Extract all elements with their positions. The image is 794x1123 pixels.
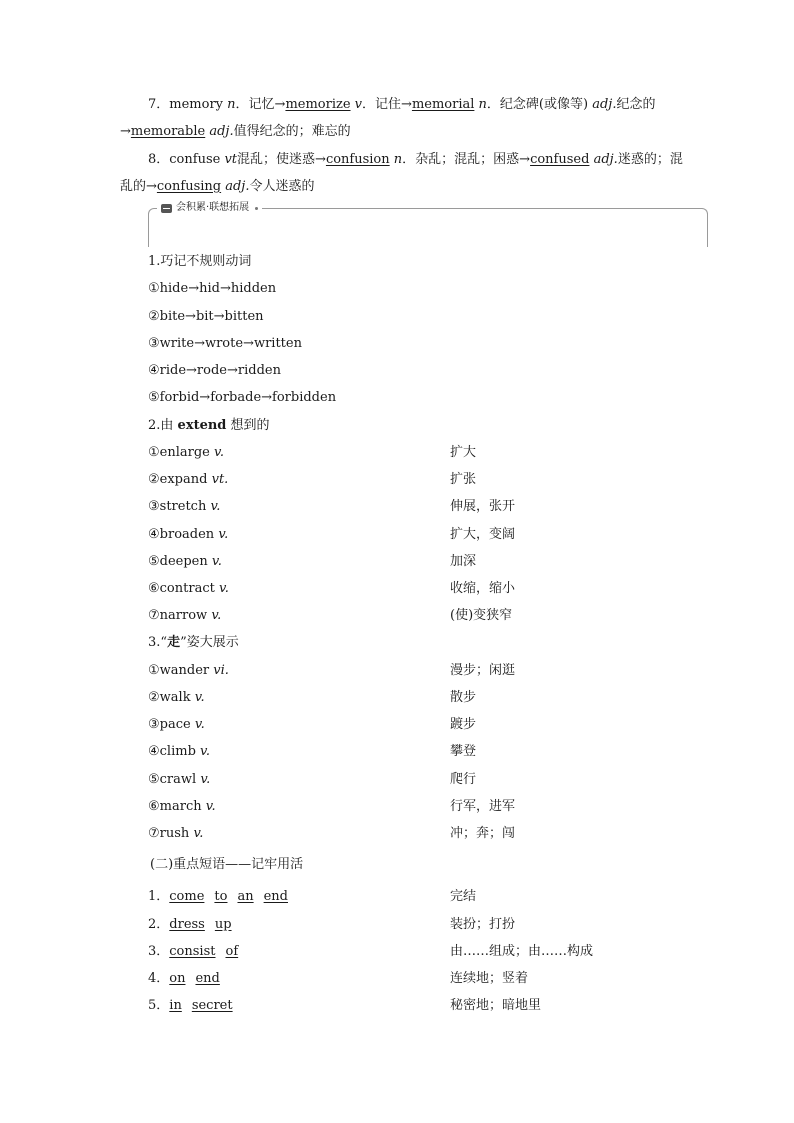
sec2-row-word: ④broaden v. — [148, 527, 229, 542]
phrase-row: 1．come to an end — [148, 889, 288, 904]
phrase-meaning: 连续地；竖着 — [450, 971, 529, 986]
phrase-meaning: 秘密地；暗地里 — [450, 998, 542, 1013]
phrases-heading: (二)重点短语——记牢用活 — [150, 857, 304, 872]
derivative-confusion: confusion — [325, 152, 390, 167]
phrase-meaning: 装扮；打扮 — [450, 917, 516, 932]
sec2-row-meaning: 扩张 — [450, 472, 477, 487]
phrase-meaning: 由……组成；由……构成 — [450, 944, 594, 959]
section-box — [148, 202, 708, 247]
phrase-row: 4．on end — [148, 971, 220, 986]
item-8-line-2: 乱的→confusing adj.令人迷惑的 — [120, 179, 315, 194]
sec3-title: 3.“走”姿大展示 — [148, 635, 239, 650]
derivative-confusing: confusing — [156, 179, 222, 194]
sec3-row-word: ⑥march v. — [148, 799, 216, 814]
section-box-label: 会积累·联想拓展 — [157, 200, 262, 216]
sec2-row-word: ⑥contract v. — [148, 581, 229, 596]
sec1-item: ⑤forbid→forbade→forbidden — [148, 390, 337, 405]
sec2-row-meaning: 收缩，缩小 — [450, 581, 516, 596]
item-7-line-1: 7．memory n．记忆→memorize v．记住→memorial n．纪念碑(或像等) adj.纪念的 — [148, 97, 656, 112]
sec1-title: 1.巧记不规则动词 — [148, 254, 252, 269]
sec3-row-meaning: 漫步；闲逛 — [450, 663, 516, 678]
derivative-confused: confused — [530, 152, 590, 167]
sec3-row-word: ①wander vi. — [148, 663, 229, 678]
sec3-row-word: ②walk v. — [148, 690, 205, 705]
derivative-memorize: memorize — [285, 97, 351, 112]
sec2-row-meaning: (使)变狭窄 — [450, 608, 513, 623]
dot-icon — [255, 207, 258, 210]
sec3-row-word: ⑤crawl v. — [148, 772, 211, 787]
note-icon — [161, 204, 172, 213]
sec3-row-meaning: 行军，进军 — [450, 799, 516, 814]
sec3-row-meaning: 踱步 — [450, 717, 477, 732]
sec3-row-meaning: 攀登 — [450, 744, 477, 759]
sec3-row-meaning: 爬行 — [450, 772, 477, 787]
sec2-row-meaning: 伸展，张开 — [450, 499, 516, 514]
sec1-item: ④ride→rode→ridden — [148, 363, 281, 378]
sec2-row-word: ⑦narrow v. — [148, 608, 222, 623]
sec3-row-meaning: 散步 — [450, 690, 477, 705]
item-7-line-2: →memorable adj.值得纪念的；难忘的 — [120, 124, 351, 139]
sec3-row-word: ⑦rush v. — [148, 826, 204, 841]
sec1-item: ①hide→hid→hidden — [148, 281, 277, 296]
phrase-meaning: 完结 — [450, 889, 477, 904]
sec3-row-word: ③pace v. — [148, 717, 205, 732]
phrase-row: 5．in secret — [148, 998, 233, 1013]
derivative-memorable: memorable — [130, 124, 206, 139]
sec2-row-meaning: 加深 — [450, 554, 477, 569]
sec3-row-word: ④climb v. — [148, 744, 210, 759]
sec1-item: ③write→wrote→written — [148, 336, 302, 351]
item-8-line-1: 8．confuse vt混乱；使迷惑→confusion n．杂乱；混乱；困惑→confused adj.迷惑的；混 — [148, 152, 683, 167]
sec1-item: ②bite→bit→bitten — [148, 309, 264, 324]
sec2-row-word: ①enlarge v. — [148, 445, 224, 460]
sec3-row-meaning: 冲；奔；闯 — [450, 826, 516, 841]
phrase-row: 2．dress up — [148, 917, 232, 932]
sec2-row-meaning: 扩大，变阔 — [450, 527, 516, 542]
sec2-row-word: ②expand vt. — [148, 472, 229, 487]
sec2-row-word: ③stretch v. — [148, 499, 221, 514]
sec2-title: 2.由 extend 想到的 — [148, 418, 270, 433]
sec2-row-meaning: 扩大 — [450, 445, 477, 460]
derivative-memorial: memorial — [411, 97, 475, 112]
phrase-row: 3．consist of — [148, 944, 239, 959]
sec2-row-word: ⑤deepen v. — [148, 554, 222, 569]
